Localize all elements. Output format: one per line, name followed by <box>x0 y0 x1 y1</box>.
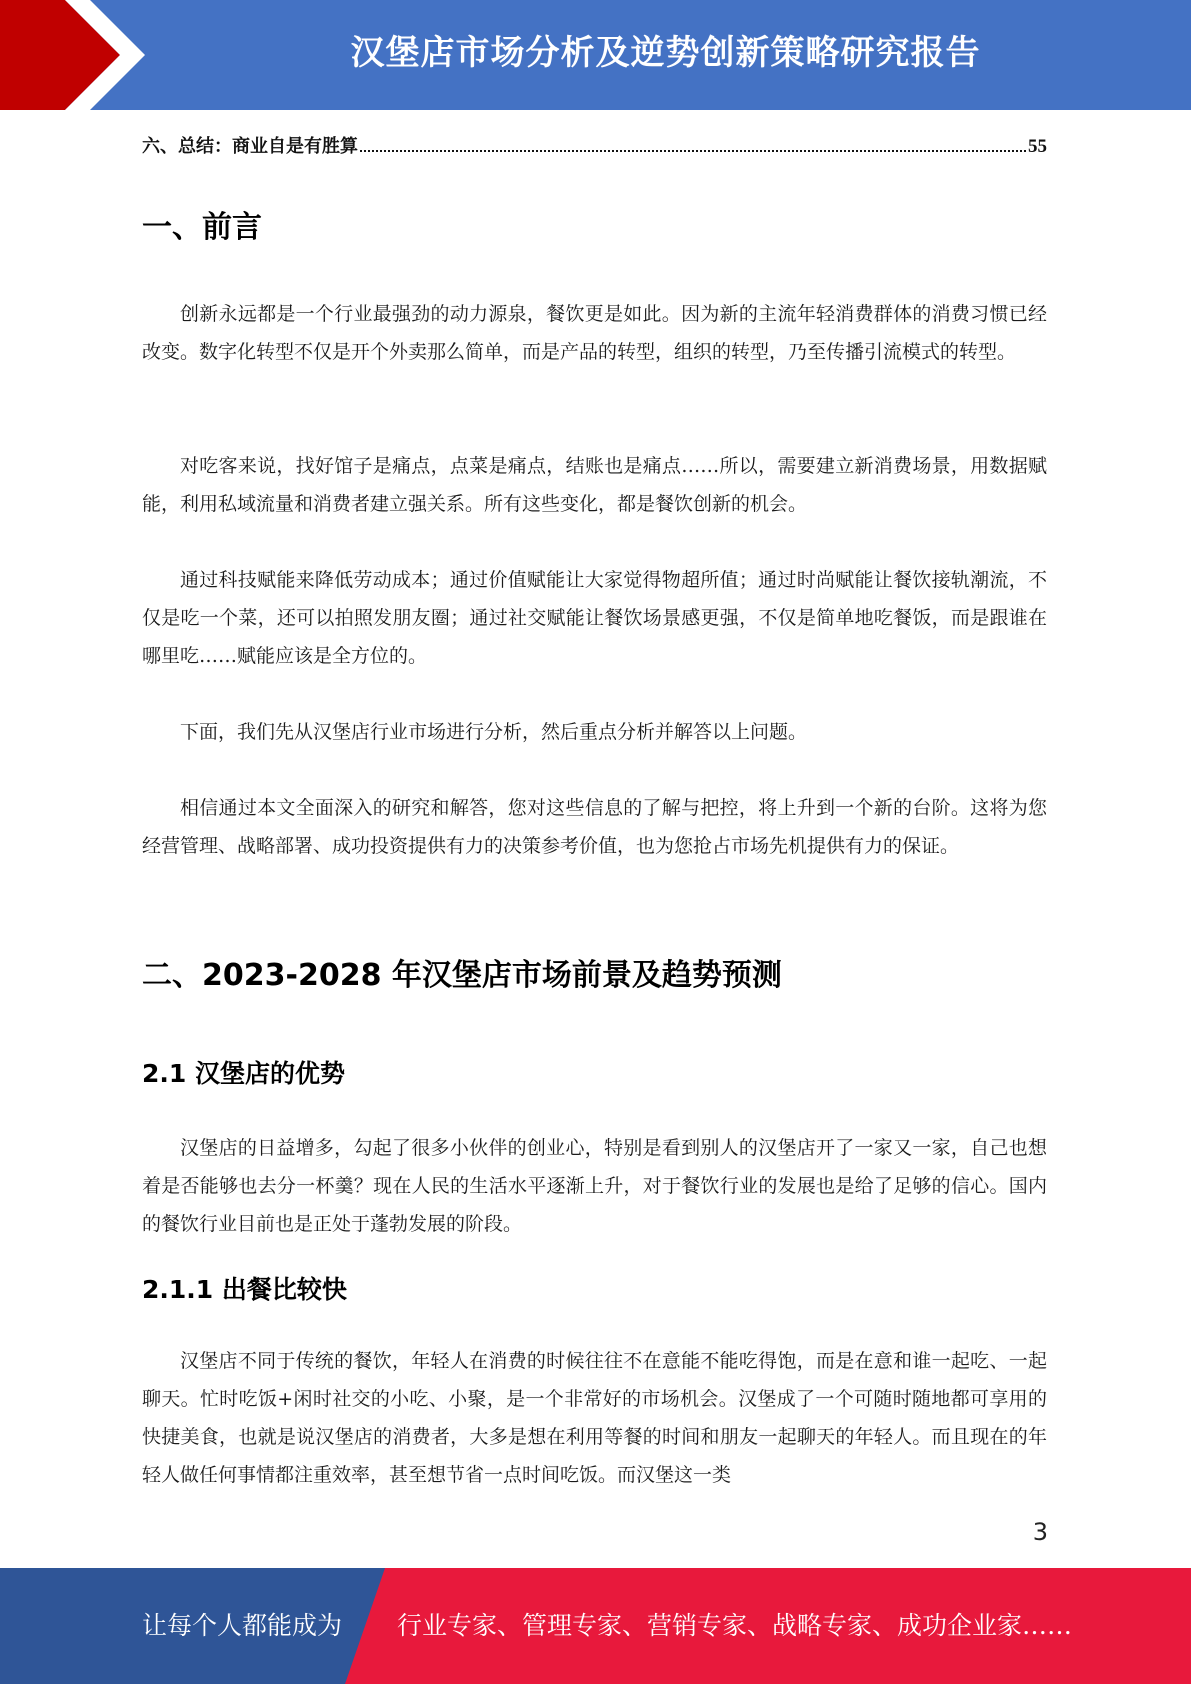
page-header <box>0 0 1191 110</box>
footer-slogan-right: 行业专家、管理专家、营销专家、战略专家、成功企业家…… <box>397 1611 1073 1640</box>
preface-paragraph-4: 下面，我们先从汉堡店行业市场进行分析，然后重点分析并解答以上问题。 <box>180 721 808 743</box>
page-number: 3 <box>1032 1518 1048 1546</box>
header-arrow-icon <box>0 0 160 110</box>
toc-leader-dots <box>360 149 1026 152</box>
subsection-heading-fast-serving: 2.1.1 出餐比较快 <box>142 1275 347 1304</box>
section-heading-forecast: 二、2023-2028 年汉堡店市场前景及趋势预测 <box>142 958 782 993</box>
section-heading-preface: 一、前言 <box>142 210 262 245</box>
page-footer <box>0 1568 1191 1684</box>
fast-serving-paragraph: 汉堡店不同于传统的餐饮，年轻人在消费的时候往往不在意能不能吃得饱，而是在意和谁一起吃、一起聊天。忙时吃饭+闲时社交的小吃、小聚，是一个非常好的市场机会。汉堡成了一个可随时随地都可享用的快捷美食，也就是说汉堡店的消费者，大多是想在利用等餐的时间和朋友一起聊天的年轻人。而且现在的年轻人做任何事情都注重效率，甚至想节省一点时间吃饭。而汉堡这一类 <box>142 1350 1047 1486</box>
document-title: 汉堡店市场分析及逆势创新策略研究报告 <box>350 33 981 73</box>
toc-entry[interactable] <box>142 132 1047 162</box>
subsection-heading-advantages: 2.1 汉堡店的优势 <box>142 1059 345 1088</box>
preface-paragraph-5: 相信通过本文全面深入的研究和解答，您对这些信息的了解与把控，将上升到一个新的台阶。这将为您经营管理、战略部署、成功投资提供有力的决策参考价值，也为您抢占市场先机提供有力的保证。 <box>142 797 1047 857</box>
toc-entry-label: 六、总结：商业自是有胜算 <box>142 136 358 157</box>
toc-entry-page: 55 <box>1028 136 1047 157</box>
footer-slogan-left: 让每个人都能成为 <box>142 1611 343 1640</box>
preface-paragraph-2: 对吃客来说，找好馆子是痛点，点菜是痛点，结账也是痛点……所以，需要建立新消费场景，用数据赋能，利用私域流量和消费者建立强关系。所有这些变化，都是餐饮创新的机会。 <box>142 455 1047 515</box>
preface-paragraph-3: 通过科技赋能来降低劳动成本；通过价值赋能让大家觉得物超所值；通过时尚赋能让餐饮接轨潮流，不仅是吃一个菜，还可以拍照发朋友圈；通过社交赋能让餐饮场景感更强，不仅是简单地吃餐饭，而是跟谁在哪里吃……赋能应该是全方位的。 <box>142 569 1047 667</box>
preface-paragraph-1: 创新永远都是一个行业最强劲的动力源泉，餐饮更是如此。因为新的主流年轻消费群体的消费习惯已经改变。数字化转型不仅是开个外卖那么简单，而是产品的转型，组织的转型，乃至传播引流模式的转型。 <box>142 303 1047 363</box>
advantages-paragraph: 汉堡店的日益增多，勾起了很多小伙伴的创业心，特别是看到别人的汉堡店开了一家又一家，自己也想着是否能够也去分一杯羹？现在人民的生活水平逐渐上升，对于餐饮行业的发展也是给了足够的信心。国内的餐饮行业目前也是正处于蓬勃发展的阶段。 <box>142 1137 1047 1235</box>
